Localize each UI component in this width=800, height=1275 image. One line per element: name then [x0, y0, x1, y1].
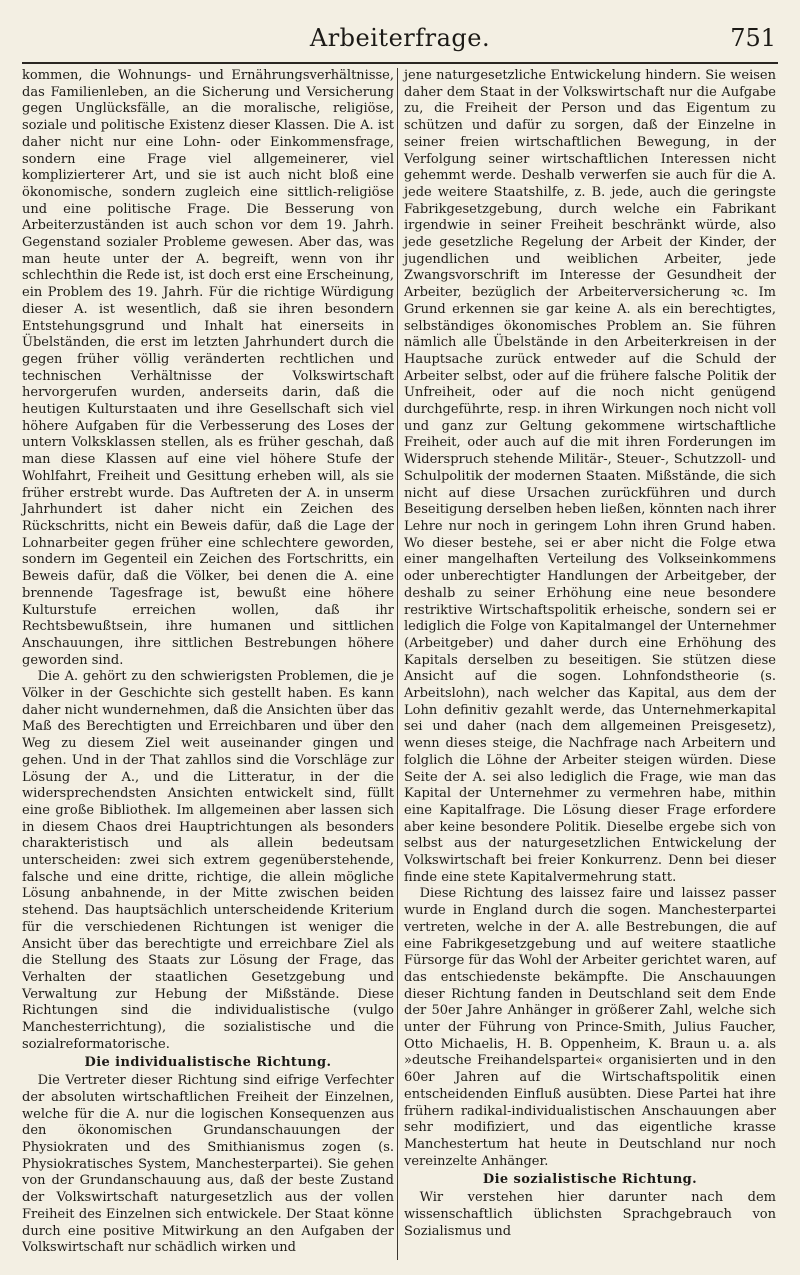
right-column [404, 68, 776, 1240]
paragraph: kommen, die Wohnungs- und Ernährungsverhältnisse, das Familienleben, an die Sicherung und Versicherung gegen Unglücksfälle, an die moralische, religiöse, soziale und politische Existenz dieser Klassen. Die A. ist daher nicht nur eine Lohn- oder Einkommensfrage, sondern eine Frage viel allgemeinerer, viel komplizierterer Art, und sie ist auch nicht bloß eine ökonomische, sondern zugleich eine sittlich-religiöse und eine politische Frage. Die Besserung von Arbeiterzuständen ist auch schon vor dem 19. Jahrh. Gegenstand sozialer Probleme gewesen. Aber das, was man heute unter der A. begreift, wenn von ihr schlechthin die Rede ist, ist doch erst eine Erscheinung, ein Problem des 19. Jahrh. Für die richtige Würdigung dieser A. ist wesentlich, daß sie ihren besondern Entstehungsgrund und Inhalt hat einerseits in Übelständen, die erst im letzten Jahrhundert durch die gegen früher völlig veränderten rechtlichen und technischen Verhältnisse der Volkswirtschaft hervorgerufen wurden, anderseits darin, daß die heutigen Kulturstaaten und ihre Gesellschaft sich viel höhere Aufgaben für die Verbesserung des Loses der untern Volksklassen stellen, als es früher geschah, daß man diese Klassen auf eine viel höhere Stufe der Wohlfahrt, Freiheit und Gesittung erheben will, als sie früher erstrebt wurde. Das Auftreten der A. in unserm Jahrhundert ist daher nicht ein Zeichen des Rückschritts, nicht ein Beweis dafür, daß die Lage der Lohnarbeiter gegen früher eine schlechtere geworden, sondern im Gegenteil ein Zeichen des Fortschritts, ein Beweis dafür, daß die Völker, bei denen die A. eine brennende Tagesfrage ist, bewußt eine höhere Kulturstufe erreichen wollen, daß ihr Rechtsbewußtsein, ihre humanen und sittlichen Anschauungen, ihre sittlichen Bestrebungen höhere geworden sind. [22, 68, 394, 668]
paragraph: Wir verstehen hier darunter nach dem wissenschaftlich üblichsten Sprachgebrauch von Sozialismus und [404, 1190, 776, 1239]
paragraph: jene naturgesetzliche Entwickelung hindern. Sie weisen daher dem Staat in der Volkswirtschaft nur die Aufgabe zu, die Freiheit der Person und das Eigentum zu schützen und dafür zu sorgen, daß der Einzelne in seiner freien wirtschaftlichen Bewegung, in der Verfolgung seiner wirtschaftlichen Interessen nicht gehemmt werde. Deshalb verwerfen sie auch für die A. jede weitere Staatshilfe, z. B. jede, auch die geringste Fabrikgesetzgebung, durch welche ein Fabrikant irgendwie in seiner Freiheit beschränkt würde, also jede gesetzliche Regelung der Arbeit der Kinder, der jugendlichen und weiblichen Arbeiter, jede Zwangsvorschrift im Interesse der Gesundheit der Arbeiter, bezüglich der Arbeiterversicherung ꝛc. Im Grund erkennen sie gar keine A. als ein berechtigtes, selbständiges ökonomisches Problem an. Sie führen nämlich alle Übelstände in den Arbeiterkreisen in der Hauptsache zurück entweder auf die Schuld der Arbeiter selbst, oder auf die frühere falsche Politik der Unfreiheit, oder auf die noch nicht genügend durchgeführte, resp. in ihren Wirkungen noch nicht voll und ganz zur Geltung gekommene wirtschaftliche Freiheit, oder auch auf die mit ihren Forderungen im Widerspruch stehende Militär-, Steuer-, Schutzzoll- und Schulpolitik der modernen Staaten. Mißstände, die sich nicht auf diese Ursachen zurückführen und durch Beseitigung derselben heben ließen, könnten nach ihrer Lehre nur noch in geringem Lohn ihren Grund haben. Wo dieser bestehe, sei er aber nicht die Folge etwa einer mangelhaften Verteilung des Volkseinkommens oder unberechtigter Handlungen der Arbeitgeber, der deshalb zu seiner Erhöhung eine neue besondere restriktive Wirtschaftspolitik erheische, sondern sei er lediglich die Folge von Kapitalmangel der Unternehmer (Arbeitgeber) und daher durch eine Erhöhung des Kapitals derselben zu beseitigen. Sie stützen diese Ansicht auf die sogen. Lohnfondstheorie (s. Arbeitslohn), nach welcher das Kapital, aus dem der Lohn definitiv gezahlt werde, das Unternehmerkapital sei und daher (nach dem allgemeinen Preisgesetz), wenn dieses steige, die Nachfrage nach Arbeitern und folglich die Löhne der Arbeiter steigen würden. Diese Seite der A. sei also lediglich die Frage, wie man das Kapital der Unternehmer zu vermehren habe, mithin eine Kapitalfrage. Die Lösung dieser Frage erfordere aber keine besondere Politik. Dieselbe ergebe sich von selbst aus der naturgesetzlichen Entwickelung der Volkswirtschaft bei freier Konkurrenz. Denn bei dieser finde eine stete Kapitalvermehrung statt. [404, 68, 776, 885]
page-header [22, 14, 778, 64]
section-heading: Die sozialistische Richtung. [482, 1172, 698, 1188]
running-title: Arbeiterfrage. [309, 24, 491, 52]
page-number: 751 [730, 24, 776, 52]
left-column [22, 68, 394, 1257]
column-divider [397, 68, 398, 1260]
paragraph: Diese Richtung des laissez faire und laissez passer wurde in England durch die sogen. Manchesterpartei vertreten, welche in der A. alle Bestrebungen, die auf eine Fabrikgesetzgebung und auf weitere staatliche Fürsorge für das Wohl der Arbeiter gerichtet waren, auf das entschiedenste bekämpfte. Die Anschauungen dieser Richtung fanden in Deutschland seit dem Ende der 50er Jahre Anhänger in größerer Zahl, welche sich unter der Führung von Prince-Smith, Julius Faucher, Otto Michaelis, H. B. Oppenheim, K. Braun u. a. als »deutsche Freihandelspartei« organisierten und in den 60er Jahren auf die Wirtschaftspolitik einen entscheidenden Einfluß ausübten. Diese Partei hat ihre frühern radikal-individualistischen Anschauungen aber sehr modifiziert, und das eigentliche krasse Manchestertum hat heute in Deutschland nur noch vereinzelte Anhänger. [404, 886, 776, 1169]
paragraph: Die Vertreter dieser Richtung sind eifrige Verfechter der absoluten wirtschaftlichen Freiheit der Einzelnen, welche für die A. nur die logischen Konsequenzen aus den ökonomischen Grundanschauungen der Physiokraten und des Smithianismus zogen (s. Physiokratisches System, Manchesterpartei). Sie gehen von der Grundanschauung aus, daß der beste Zustand der Volkswirtschaft naturgesetzlich aus der vollen Freiheit des Einzelnen sich entwickele. Der Staat könne durch eine positive Mitwirkung an den Aufgaben der Volkswirtschaft nur schädlich wirken und [22, 1073, 394, 1256]
section-heading: Die individualistische Richtung. [84, 1055, 332, 1071]
paragraph: Die A. gehört zu den schwierigsten Problemen, die je Völker in der Geschichte sich gestellt haben. Es kann daher nicht wundernehmen, daß die Ansichten über das Maß des Berechtigten und Erreichbaren und über den Weg zu diesem Ziel weit auseinander gingen und gehen. Und in der That zahllos sind die Vorschläge zur Lösung der A., und die Litteratur, in der die widersprechendsten Ansichten entwickelt sind, füllt eine große Bibliothek. Im allgemeinen aber lassen sich in diesem Chaos drei Hauptrichtungen als besonders charakteristisch und als allein bedeutsam unterscheiden: zwei sich extrem gegenüberstehende, falsche und eine dritte, richtige, die allein mögliche Lösung anbahnende, in der Mitte zwischen beiden stehend. Das hauptsächlich unterscheidende Kriterium für die verschiedenen Richtungen ist weniger die Ansicht über das berechtigte und erreichbare Ziel als die Stellung des Staats zur Lösung der Frage, das Verhalten der staatlichen Gesetzgebung und Verwaltung zur Hebung der Mißstände. Diese Richtungen sind die individualistische (vulgo Manchesterrichtung), die sozialistische und die sozialreformatorische. [22, 669, 394, 1052]
